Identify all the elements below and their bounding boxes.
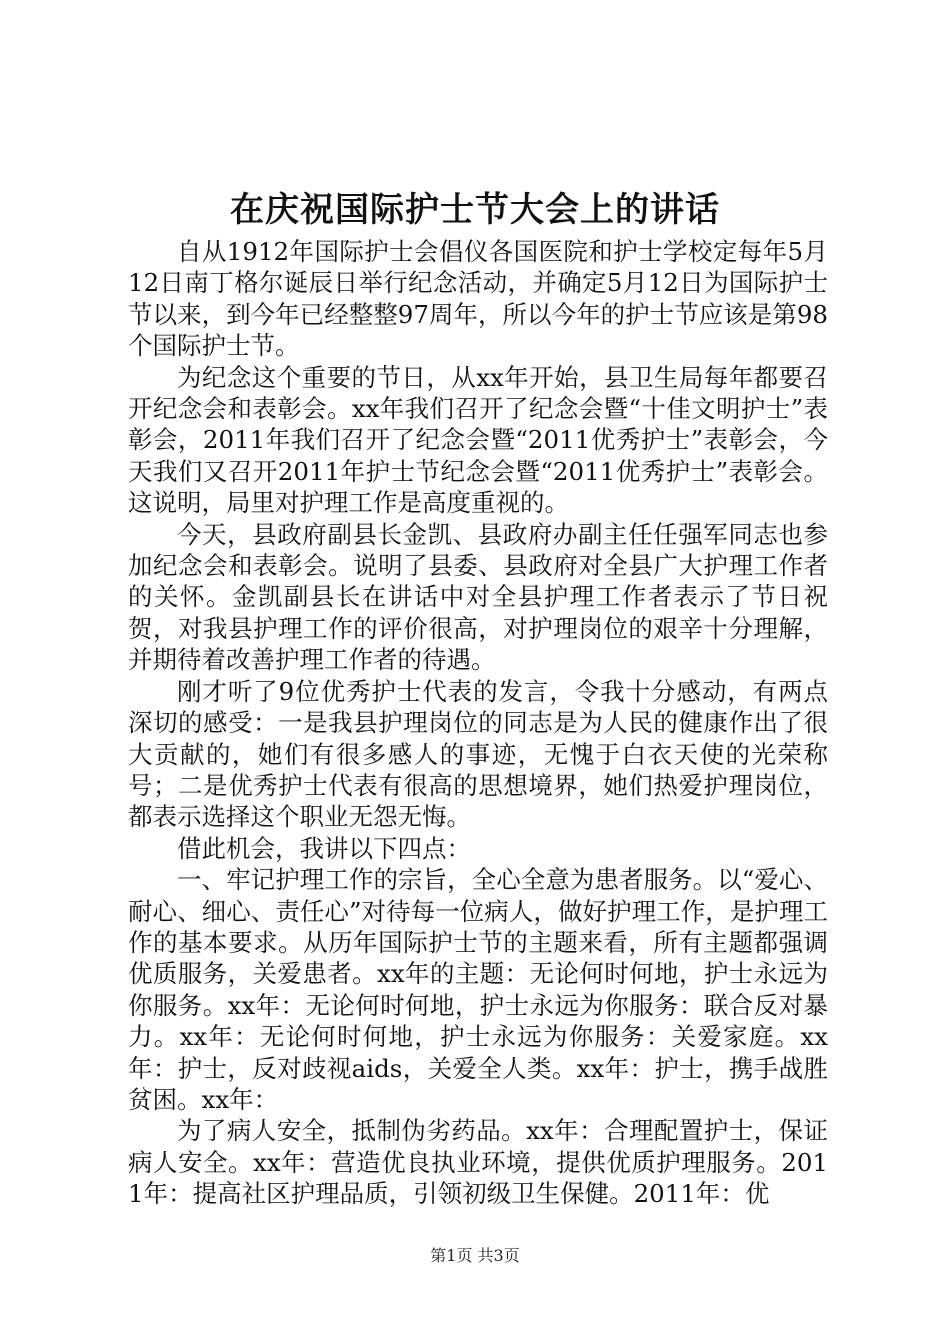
paragraph-1: 自从1912年国际护士会倡仪各国医院和护士学校定每年5月12日南丁格尔诞辰日举行纪念活动，并确定5月12日为国际护士节以来，到今年已经整整97周年，所以今年的护士节应该是第98个国际护士节。: [128, 237, 828, 361]
paragraph-5: 借此机会，我讲以下四点：: [177, 833, 471, 863]
paragraph-3: 今天，县政府副县长金凯、县政府办副主任任强军同志也参加纪念会和表彰会。说明了县委、县政府对全县广大护理工作者的关怀。金凯副县长在讲话中对全县护理工作者表示了节日祝贺，对我县护理工作的评价很高，对护理岗位的艰辛十分理解，并期待着改善护理工作者的待遇。: [128, 519, 828, 675]
document-title: 在庆祝国际护士节大会上的讲话: [230, 190, 720, 230]
paragraph-6: 一、牢记护理工作的宗旨，全心全意为患者服务。以“爱心、耐心、细心、责任心”对待每一位病人，做好护理工作，是护理工作的基本要求。从历年国际护士节的主题来看，所有主题都强调优质服务，关爱患者。xx年的主题：无论何时何地，护士永远为你服务。xx年：无论何时何地，护士永远为你服务：联合反对暴力。xx年：无论何时何地，护士永远为你服务：关爱家庭。xx年：护士，反对歧视aids，关爱全人类。xx年：护士，携手战胜贫困。xx年：: [128, 865, 828, 1114]
document-body: [128, 236, 828, 1210]
paragraph-4: 刚才听了9位优秀护士代表的发言，令我十分感动，有两点深切的感受：一是我县护理岗位的同志是为人民的健康作出了很大贡献的，她们有很多感人的事迹，无愧于白衣天使的光荣称号；二是优秀护士代表有很高的思想境界，她们热爱护理岗位，都表示选择这个职业无怨无悔。: [128, 676, 828, 832]
paragraph-7: 为了病人安全，抵制伪劣药品。xx年：合理配置护士，保证病人安全。xx年：营造优良执业环境，提供优质护理服务。2011年：提高社区护理品质，引领初级卫生保健。2011年：优: [128, 1116, 828, 1209]
paragraph-2: 为纪念这个重要的节日，从xx年开始，县卫生局每年都要召开纪念会和表彰会。xx年我们召开了纪念会暨“十佳文明护士”表彰会，2011年我们召开了纪念会暨“2011优秀护士”表彰会，今天我们又召开2011年护士节纪念会暨“2011优秀护士”表彰会。这说明，局里对护理工作是高度重视的。: [128, 362, 828, 518]
page-number-footer: 第1页 共3页: [430, 1246, 520, 1265]
